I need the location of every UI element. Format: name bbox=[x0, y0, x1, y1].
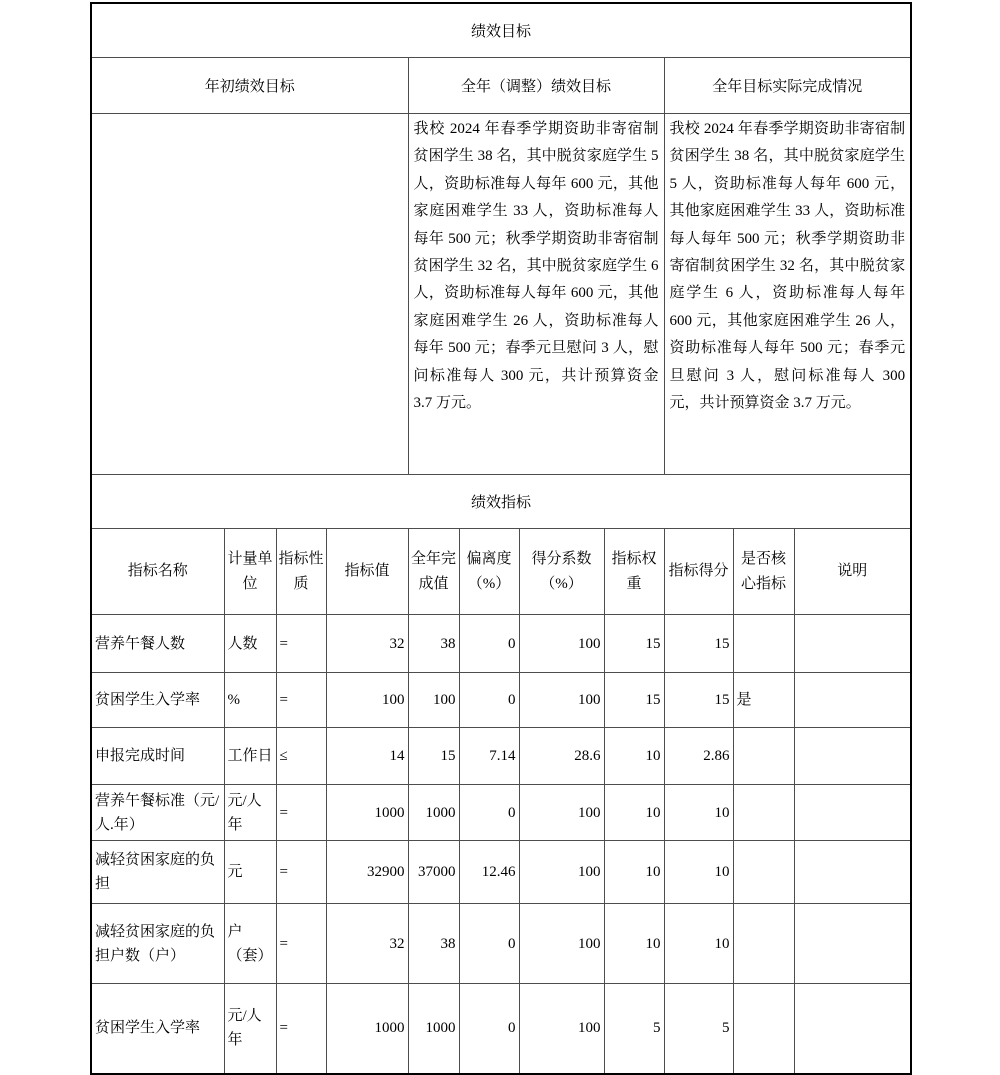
indicator-cell-score: 15 bbox=[664, 615, 733, 673]
indicator-cell-deviation: 12.46 bbox=[459, 841, 519, 904]
indicator-cell-name: 营养午餐人数 bbox=[91, 615, 224, 673]
col-header-weight: 指标权重 bbox=[604, 529, 664, 615]
col-header-target-value: 指标值 bbox=[326, 529, 408, 615]
indicators-band bbox=[91, 475, 911, 529]
indicator-cell-note bbox=[794, 673, 911, 728]
col-actual-completion: 全年目标实际完成情况 bbox=[664, 58, 911, 114]
col-header-note: 说明 bbox=[794, 529, 911, 615]
targets-subheader-row bbox=[91, 58, 911, 114]
indicator-cell-core bbox=[733, 904, 794, 984]
indicator-cell-nature: = bbox=[276, 984, 326, 1074]
indicator-cell-weight: 10 bbox=[604, 785, 664, 841]
targets-band bbox=[91, 3, 911, 58]
indicator-cell-unit: 元/人年 bbox=[224, 984, 276, 1074]
targets-content-row bbox=[91, 114, 911, 475]
indicator-cell-nature: = bbox=[276, 615, 326, 673]
indicator-cell-completed: 100 bbox=[408, 673, 459, 728]
indicator-row bbox=[91, 904, 911, 984]
indicator-cell-name: 贫困学生入学率 bbox=[91, 673, 224, 728]
indicator-cell-nature: = bbox=[276, 841, 326, 904]
indicator-cell-unit: 户（套） bbox=[224, 904, 276, 984]
col-initial-target: 年初绩效目标 bbox=[91, 58, 408, 114]
actual-completion-cell: 我校 2024 年春季学期资助非寄宿制贫困学生 38 名，其中脱贫家庭学生 5 人，资助标准每人每年 600 元，其他家庭困难学生 33 人，资助标准每人每年 500 元；秋季学期资助非寄宿制贫困学生 32 名，其中脱贫家庭学生 6 人，资助标准每人每年 600 元，其他家庭困难学生 26 人，资助标准每人每年 500 元；春季元旦慰问 3 人，慰问标准每人 300 元，共计预算资金 3.7 万元。 bbox=[664, 114, 911, 475]
indicator-cell-name: 减轻贫困家庭的负担户数（户） bbox=[91, 904, 224, 984]
document-sheet bbox=[90, 2, 912, 1075]
col-header-completed-value: 全年完成值 bbox=[408, 529, 459, 615]
indicator-cell-note bbox=[794, 904, 911, 984]
indicator-cell-weight: 5 bbox=[604, 984, 664, 1074]
indicator-cell-score-coef: 100 bbox=[519, 673, 604, 728]
indicator-cell-deviation: 0 bbox=[459, 785, 519, 841]
indicator-cell-core bbox=[733, 785, 794, 841]
adjusted-target-cell: 我校 2024 年春季学期资助非寄宿制贫困学生 38 名，其中脱贫家庭学生 5 人，资助标准每人每年 600 元，其他家庭困难学生 33 人，资助标准每人每年 500 元；秋季学期资助非寄宿制贫困学生 32 名，其中脱贫家庭学生 6 人，资助标准每人每年 600 元，其他家庭困难学生 26 人，资助标准每人每年 500 元；春季元旦慰问 3 人，慰问标准每人 300 元，共计预算资金 3.7 万元。 bbox=[408, 114, 664, 475]
indicator-cell-core bbox=[733, 615, 794, 673]
indicator-cell-note bbox=[794, 785, 911, 841]
col-header-score-coefficient: 得分系数（%） bbox=[519, 529, 604, 615]
indicator-cell-target: 32 bbox=[326, 615, 408, 673]
indicator-cell-score-coef: 28.6 bbox=[519, 728, 604, 785]
indicator-cell-unit: 人数 bbox=[224, 615, 276, 673]
indicator-cell-core bbox=[733, 984, 794, 1074]
indicator-cell-unit: 工作日 bbox=[224, 728, 276, 785]
indicator-cell-nature: = bbox=[276, 673, 326, 728]
initial-target-cell bbox=[91, 114, 408, 475]
indicator-cell-unit: 元/人年 bbox=[224, 785, 276, 841]
indicator-cell-score: 10 bbox=[664, 904, 733, 984]
indicator-cell-weight: 15 bbox=[604, 673, 664, 728]
indicator-cell-note bbox=[794, 615, 911, 673]
col-adjusted-target: 全年（调整）绩效目标 bbox=[408, 58, 664, 114]
indicators-header-row bbox=[91, 529, 911, 615]
indicator-cell-score: 2.86 bbox=[664, 728, 733, 785]
indicator-row bbox=[91, 785, 911, 841]
indicator-cell-target: 1000 bbox=[326, 785, 408, 841]
col-header-unit: 计量单位 bbox=[224, 529, 276, 615]
indicator-cell-score-coef: 100 bbox=[519, 615, 604, 673]
indicator-cell-score: 15 bbox=[664, 673, 733, 728]
indicator-cell-target: 32900 bbox=[326, 841, 408, 904]
indicator-cell-score-coef: 100 bbox=[519, 841, 604, 904]
performance-table bbox=[90, 2, 912, 1075]
indicator-cell-deviation: 0 bbox=[459, 615, 519, 673]
indicator-cell-unit: % bbox=[224, 673, 276, 728]
indicator-cell-deviation: 0 bbox=[459, 904, 519, 984]
indicator-cell-core bbox=[733, 728, 794, 785]
indicator-cell-nature: = bbox=[276, 785, 326, 841]
indicator-cell-target: 1000 bbox=[326, 984, 408, 1074]
indicator-cell-target: 32 bbox=[326, 904, 408, 984]
indicator-cell-deviation: 0 bbox=[459, 984, 519, 1074]
indicator-cell-score: 10 bbox=[664, 841, 733, 904]
indicator-cell-name: 营养午餐标准（元/人.年） bbox=[91, 785, 224, 841]
indicator-row bbox=[91, 673, 911, 728]
indicator-cell-name: 减轻贫困家庭的负担 bbox=[91, 841, 224, 904]
indicator-cell-target: 100 bbox=[326, 673, 408, 728]
col-header-indicator-name: 指标名称 bbox=[91, 529, 224, 615]
indicator-cell-core: 是 bbox=[733, 673, 794, 728]
indicator-row bbox=[91, 984, 911, 1074]
indicator-cell-target: 14 bbox=[326, 728, 408, 785]
col-header-deviation: 偏离度（%） bbox=[459, 529, 519, 615]
indicator-cell-score-coef: 100 bbox=[519, 904, 604, 984]
indicator-cell-score-coef: 100 bbox=[519, 984, 604, 1074]
indicator-cell-core bbox=[733, 841, 794, 904]
indicator-cell-score: 5 bbox=[664, 984, 733, 1074]
indicator-cell-nature: = bbox=[276, 904, 326, 984]
col-header-core-indicator: 是否核心指标 bbox=[733, 529, 794, 615]
indicator-cell-note bbox=[794, 728, 911, 785]
indicator-cell-deviation: 7.14 bbox=[459, 728, 519, 785]
indicator-cell-weight: 15 bbox=[604, 615, 664, 673]
indicator-cell-weight: 10 bbox=[604, 841, 664, 904]
indicator-cell-completed: 15 bbox=[408, 728, 459, 785]
indicator-cell-nature: ≤ bbox=[276, 728, 326, 785]
indicator-cell-weight: 10 bbox=[604, 904, 664, 984]
indicator-cell-completed: 38 bbox=[408, 904, 459, 984]
indicator-cell-name: 申报完成时间 bbox=[91, 728, 224, 785]
indicator-cell-completed: 38 bbox=[408, 615, 459, 673]
indicator-cell-completed: 37000 bbox=[408, 841, 459, 904]
col-header-nature: 指标性质 bbox=[276, 529, 326, 615]
indicators-section-title: 绩效指标 bbox=[91, 475, 911, 529]
col-header-score: 指标得分 bbox=[664, 529, 733, 615]
indicator-cell-score-coef: 100 bbox=[519, 785, 604, 841]
indicator-cell-completed: 1000 bbox=[408, 984, 459, 1074]
indicator-row bbox=[91, 728, 911, 785]
indicator-cell-completed: 1000 bbox=[408, 785, 459, 841]
indicator-cell-deviation: 0 bbox=[459, 673, 519, 728]
indicator-cell-name: 贫困学生入学率 bbox=[91, 984, 224, 1074]
indicator-cell-weight: 10 bbox=[604, 728, 664, 785]
targets-section-title: 绩效目标 bbox=[91, 3, 911, 58]
indicator-cell-note bbox=[794, 841, 911, 904]
indicator-cell-unit: 元 bbox=[224, 841, 276, 904]
indicator-row bbox=[91, 615, 911, 673]
indicator-row bbox=[91, 841, 911, 904]
indicator-cell-note bbox=[794, 984, 911, 1074]
indicator-cell-score: 10 bbox=[664, 785, 733, 841]
